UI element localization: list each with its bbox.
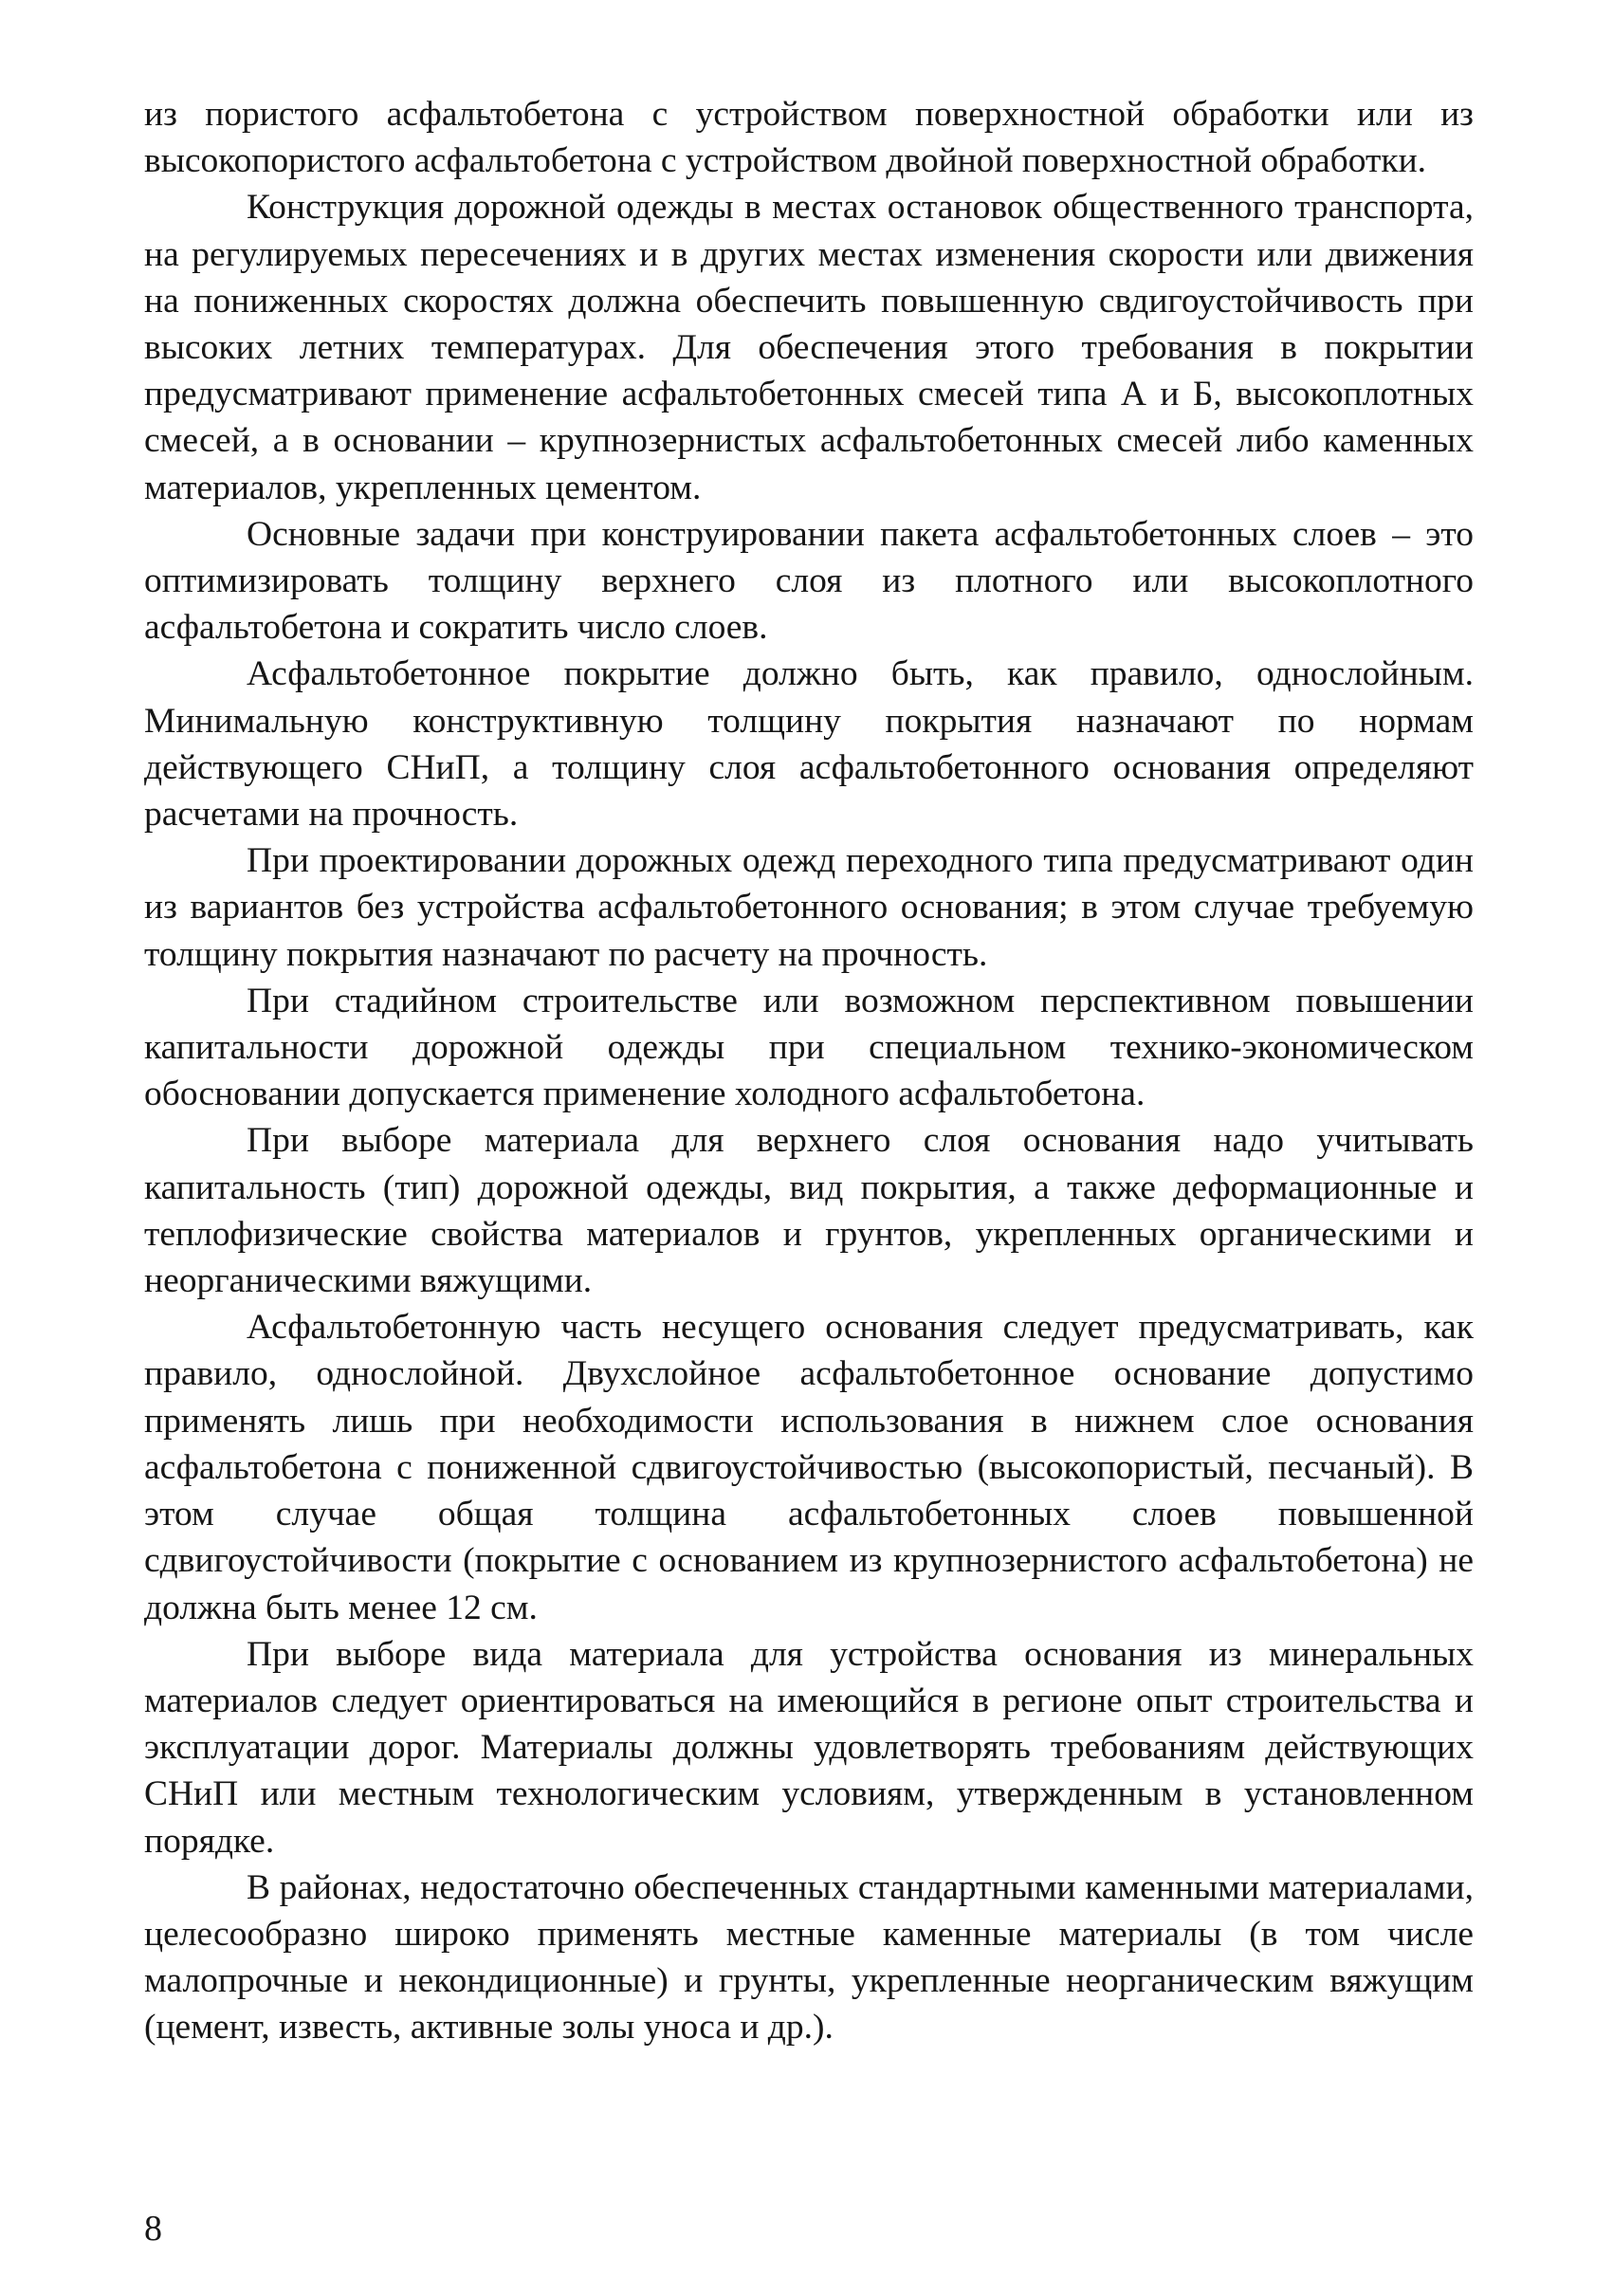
paragraph-bus-stops: Конструкция дорожной одежды в местах остановок общественного транспорта, на регулируемых пересечениях и в других местах изменения скорости или движения на пониженных скоростях должна обеспечить повышенную свдигоустойчивость при высоких летних температурах. Для обеспечения этого требования в покрытии предусматривают применение асфальтобетонных смесей типа А и Б, высокоплотных смесей, а в основании – крупнозернистых асфальтобетонных смесей либо каменных материалов, укрепленных цементом. bbox=[144, 188, 1474, 507]
paragraph-staged-construction: При стадийном строительстве или возможном перспективном повышении капитальности дорожной одежды при специальном технико-экономическом обосновании допускается применение холодного асфальтобетона. bbox=[144, 981, 1474, 1114]
paragraph-material-choice: При выборе материала для верхнего слоя основания надо учитывать капитальность (тип) дорожной одежды, вид покрытия, а также деформационные и теплофизические свойства материалов и грунтов, укрепленных органическими и неорганическими вяжущими. bbox=[144, 1121, 1474, 1301]
page-number: 8 bbox=[144, 2209, 162, 2249]
paragraph-single-layer-pavement: Асфальтобетонное покрытие должно быть, как правило, однослойным. Минимальную конструктивную толщину покрытия назначают по нормам действующего СНиП, а толщину слоя асфальтобетонного основания определяют расчетами на прочность. bbox=[144, 654, 1474, 835]
paragraph-local-materials: В районах, недостаточно обеспеченных стандартными каменными материалами, целесообразно широко применять местные каменные материалы (в том числе малопрочные и некондиционные) и грунты, укрепленные неорганическим вяжущим (цемент, известь, активные золы уноса и др.). bbox=[144, 1867, 1474, 2048]
paragraph-continuation: из пористого асфальтобетона с устройством поверхностной обработки или из высокопористого асфальтобетона с устройством двойной поверхностной обработки. bbox=[144, 95, 1474, 181]
paragraph-mineral-materials: При выборе вида материала для устройства основания из минеральных материалов следует ориентироваться на имеющийся в регионе опыт строительства и эксплуатации дорог. Материалы должны удовлетворять требованиям действующих СНиП или местным технологическим условиям, утвержденным в установленном порядке. bbox=[144, 1634, 1474, 1861]
body-text bbox=[144, 91, 1474, 2051]
paragraph-main-tasks: Основные задачи при конструировании пакета асфальтобетонных слоев – это оптимизировать толщину верхнего слоя из плотного или высокоплотного асфальтобетона и сократить число слоев. bbox=[144, 514, 1474, 648]
paragraph-transitional-type: При проектировании дорожных одежд переходного типа предусматривают один из вариантов без устройства асфальтобетонного основания; в этом случае требуемую толщину покрытия назначают по расчету на прочность. bbox=[144, 841, 1474, 974]
paragraph-asphalt-base: Асфальтобетонную часть несущего основания следует предусматривать, как правило, однослойной. Двухслойное асфальтобетонное основание допустимо применять лишь при необходимости использования в нижнем слое основания асфальтобетона с пониженной сдвигоустойчивостью (высокопористый, песчаный). В этом случае общая толщина асфальтобетонных слоев повышенной сдвигоустойчивости (покрытие с основанием из крупнозернистого асфальтобетона) не должна быть менее 12 см. bbox=[144, 1308, 1474, 1627]
